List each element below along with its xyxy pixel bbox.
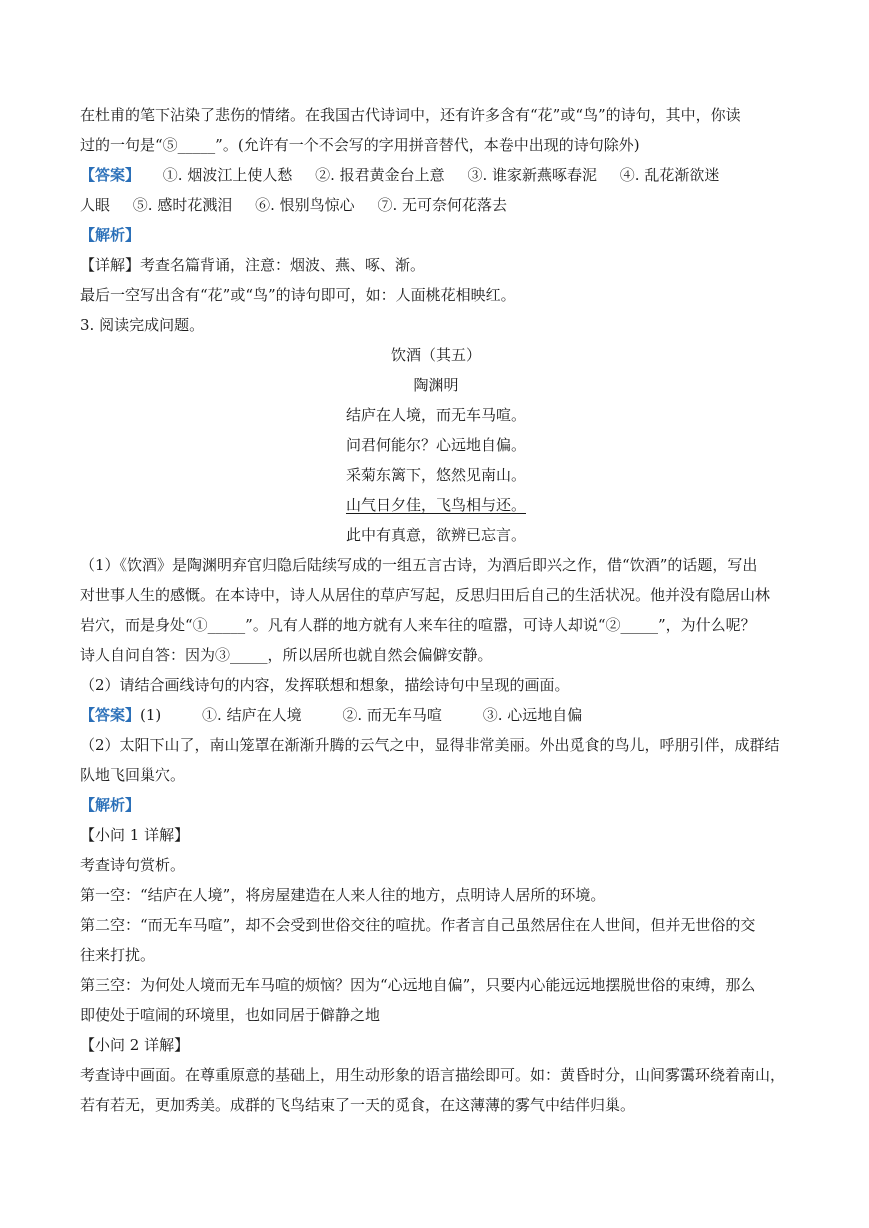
question-line: 对世事人生的感慨。在本诗中，诗人从居住的草庐写起，反思归田后自己的生活状况。他并没有隐居山林 [80, 586, 771, 604]
intro-line-2: 过的一句是“⑤_____”。(允许有一个不会写的字用拼音替代，本卷中出现的诗句除外) [80, 136, 640, 154]
answer-item: ②. 而无车马喧 [342, 706, 442, 724]
poem-line: 问君何能尔？心远地自偏。 [345, 436, 526, 454]
underlined-poem-line: 山气日夕佳，飞鸟相与还。 [345, 496, 526, 514]
answer-item: 人眼 [80, 196, 111, 214]
q2-analysis-tag [80, 220, 792, 250]
analysis-line: 【小问 2 详解】 [80, 1036, 190, 1054]
analysis-line: 考查诗句赏析。 [80, 856, 186, 874]
analysis-line: 【小问 1 详解】 [80, 826, 190, 844]
analysis-tag: 【解析】 [80, 226, 141, 244]
intro-line-1: 在杜甫的笔下沾染了悲伤的情绪。在我国古代诗词中，还有许多含有“花”或“鸟”的诗句，其中，你读 [80, 106, 741, 124]
question-3-heading: 3. 阅读完成问题。 [80, 316, 205, 334]
answer-item: ③. 谁家新燕啄春泥 [467, 166, 597, 184]
analysis-line: 往来打扰。 [80, 946, 156, 964]
answer-part2-line: （2）太阳下山了，南山笼罩在渐渐升腾的云气之中，显得非常美丽。外出觅食的鸟儿，呼朋引伴，成群结 [80, 736, 780, 754]
poem-line-underlined [80, 490, 792, 520]
poem-line: 此中有真意，欲辨已忘言。 [345, 526, 526, 544]
poem-line: 采菊东篱下，悠然见南山。 [345, 466, 526, 484]
answer-item: ⑤. 感时花溅泪 [132, 196, 233, 214]
answer-item: ④. 乱花渐欲迷 [619, 166, 720, 184]
q2-answer-line-1 [80, 160, 792, 190]
question-line: （2）请结合画线诗句的内容，发挥联想和想象，描绘诗句中呈现的画面。 [80, 676, 570, 694]
poem-author: 陶渊明 [413, 376, 459, 394]
answer-item: ②. 报君黄金台上意 [315, 166, 445, 184]
q3-answer-line [80, 700, 792, 730]
analysis-line: 若有若无，更加秀美。成群的飞鸟结束了一天的觅食，在这薄薄的雾气中结伴归巢。 [80, 1096, 636, 1114]
answer-item: ⑥. 恨别鸟惊心 [255, 196, 355, 214]
question-line: 岩穴，而是身处“①_____”。凡有人群的地方就有人来车往的喧嚣，可诗人却说“②_____”，为什么呢？ [80, 616, 756, 634]
answer-item: ①. 烟波江上使人愁 [162, 166, 293, 184]
poem-title: 饮酒（其五） [390, 346, 481, 364]
answer-sub-label: (1) [140, 706, 162, 724]
answer-tag: 【答案】 [80, 706, 141, 724]
analysis-line: 第二空：“而无车马喧”，却不会受到世俗交往的喧扰。作者言自己虽然居住在人世间，但并无世俗的交 [80, 916, 756, 934]
analysis-line: 第三空：为何处人境而无车马喧的烦恼？因为“心远地自偏”，只要内心能远远地摆脱世俗的束缚，那么 [80, 976, 756, 994]
q2-answer-line-2 [80, 190, 792, 220]
poem-line: 结庐在人境，而无车马喧。 [345, 406, 526, 424]
q2-analysis-line: 【详解】考查名篇背诵，注意：烟波、燕、啄、渐。 [80, 256, 426, 274]
q2-analysis-line: 最后一空写出含有“花”或“鸟”的诗句即可，如：人面桃花相映红。 [80, 286, 516, 304]
document-page [80, 100, 792, 1120]
question-line: （1）《饮酒》是陶渊明弃官归隐后陆续写成的一组五言古诗，为酒后即兴之作，借“饮酒”的话题，写出 [80, 556, 758, 574]
analysis-line: 即使处于喧闹的环境里，也如同居于僻静之地 [80, 1006, 381, 1024]
answer-tag: 【答案】 [80, 166, 141, 184]
q3-analysis-tag [80, 790, 792, 820]
answer-item: ⑦. 无可奈何花落去 [377, 196, 507, 214]
answer-item: ③. 心远地自偏 [482, 706, 583, 724]
analysis-tag: 【解析】 [80, 796, 141, 814]
answer-item: ①. 结庐在人境 [202, 706, 302, 724]
analysis-line: 考查诗中画面。在尊重原意的基础上，用生动形象的语言描绘即可。如：黄昏时分，山间雾霭环绕着南山， [80, 1066, 786, 1084]
answer-part2-line: 队地飞回巢穴。 [80, 766, 186, 784]
question-line: 诗人自问自答：因为③_____，所以居所也就自然会偏僻安静。 [80, 646, 493, 664]
analysis-line: 第一空：“结庐在人境”，将房屋建造在人来人往的地方，点明诗人居所的环境。 [80, 886, 606, 904]
